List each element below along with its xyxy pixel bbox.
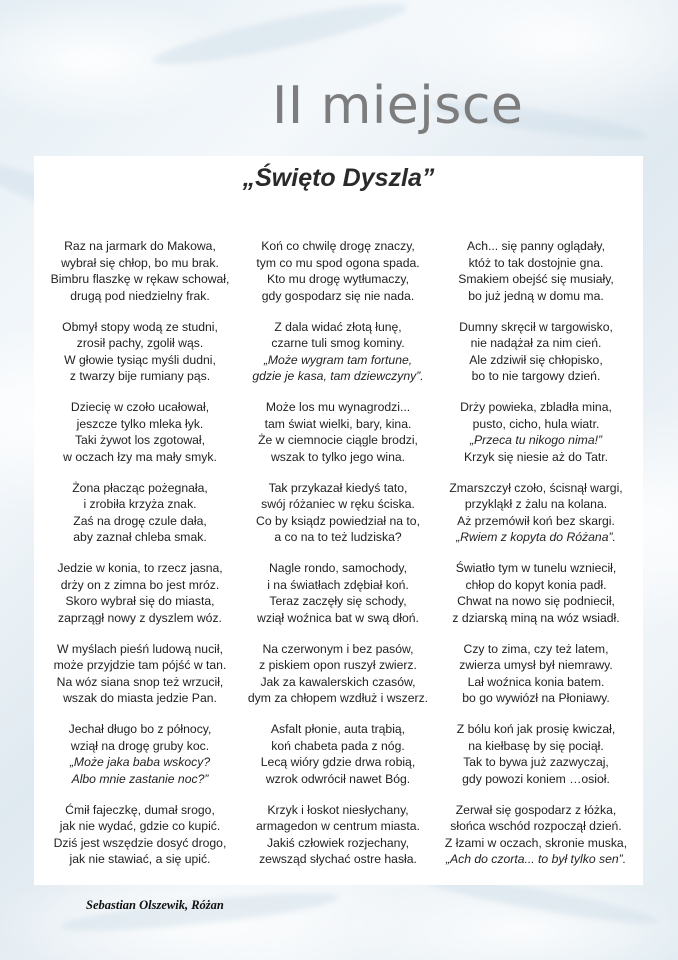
verse-line: drugą pod niedzielny frak. [70,288,210,303]
verse-line: koń chabeta pada z nóg. [271,738,405,753]
verse-line: drży on z zimna bo jest mróz. [60,577,220,592]
stanza [40,641,240,722]
verse-line: z twarzy bije rumiany pąs. [69,369,211,384]
stanza [40,238,240,319]
verse-line: Jedzie w konia, to rzecz jasna, [57,561,223,575]
verse-line: Tak przykazał kiedyś tato, [268,480,408,495]
verse-line: bo go wywiózł na Płoniawy. [462,691,610,706]
stanza [238,480,438,561]
verse-line: bo to nie targowy dzień. [471,369,601,384]
verse-line: bo już jedną w domu ma. [468,288,604,303]
verse-line: Że w ciemnocie ciągle brodzi, [258,433,418,448]
verse-line: jeszcze tylko mleka łyk. [76,416,204,431]
background-ribbon [150,0,410,75]
stanza [40,560,240,641]
verse-line: na kiełbasę by się pociął. [468,738,604,753]
verse-line: Asfalt płonie, auta trąbią, [270,722,406,736]
verse-line: nie nadążał za nim cień. [470,336,602,351]
verse-line: któż to tak dostojnie gna. [468,255,604,270]
verse-line: Lecą wióry gdzie drwa robią, [260,755,416,770]
verse-line: Kto mu drogę wytłumaczy, [266,272,409,287]
verse-line: z dziarską miną na wóz wsiadł. [452,610,620,625]
verse-line: jak nie stawiać, a się upić. [69,852,211,867]
verse-line: zwierza umysł był niemrawy. [459,658,613,673]
verse-line: pusto, cicho, hula wiatr. [472,416,600,431]
verse-line: chłop do kopyt konia padł. [465,577,607,592]
stanza [436,802,636,883]
stanza [436,238,636,319]
verse-line: aby zaznał chleba smak. [73,530,207,545]
verse-line: swój różaniec w ręku ściska. [261,497,415,512]
verse-line: Na czerwonym i bez pasów, [262,641,414,656]
stanza [436,319,636,400]
verse-line: zewsząd słychać ostre hasła. [259,852,417,867]
verse-line: Dumny skręcił w targowisko, [459,319,613,334]
stanza [40,721,240,802]
verse-line: i na światłach zdębiał koń. [267,577,409,592]
stanza [436,399,636,480]
stanza [238,641,438,722]
verse-line: Zmarszczył czoło, ścisnął wargi, [449,480,623,495]
verse-line: „Przeca tu nikogo nima!” [469,433,603,448]
verse-line: W głowie tysiąc myśli dudni, [64,352,216,367]
verse-line: wzrok odwrócił nawet Bóg. [265,771,411,786]
verse-line: a co na to też ludziska? [274,530,402,545]
verse-line: Na wóz siana snop też wrzucił, [56,674,224,689]
verse-line: czarne tuli smog kominy. [271,336,405,351]
verse-line: wybrał się chłop, bo mu brak. [61,255,219,270]
verse-line: przykląkł z żalu na kolana. [464,497,608,512]
verse-line: i zrobiła krzyża znak. [83,497,197,512]
verse-line: dym za chłopem wzdłuż i wszerz. [247,691,429,706]
verse-line: gdy gospodarz się nie nada. [261,288,415,303]
verse-line: Krzyk się niesie aż do Tatr. [463,449,609,464]
verse-line: słońca wschód rozpoczął dzień. [450,819,622,834]
stanza [436,721,636,802]
verse-line: Tak to bywa już zazwyczaj, [463,755,609,770]
poem-column-3 [436,238,636,882]
stanza [238,721,438,802]
verse-line: Bimbru flaszkę w rękaw schował, [50,272,230,287]
verse-line: Ale zdziwił się chłopisko, [469,352,603,367]
verse-line: Z łzami w oczach, skronie muska, [444,835,628,850]
verse-line: gdy powozi koniem …osioł. [462,771,610,786]
verse-line: Czy to zima, czy też latem, [463,641,609,656]
verse-line: Ćmił fajeczkę, dumał srogo, [65,802,215,817]
poem-column-2 [238,238,438,882]
stanza [40,802,240,883]
verse-line: Dziś jest wszędzie dosyć drogo, [53,835,227,850]
place-heading: II miejsce [272,76,524,136]
verse-line: Lał woźnica konia batem. [467,674,605,689]
verse-line: Smakiem obejść się musiały, [458,272,614,287]
stanza [436,641,636,722]
verse-line: Zaś na drogę czule dała, [73,513,207,528]
poem-title: „Święto Dyszla” [242,164,435,192]
verse-line: Co by ksiądz powiedział na to, [256,513,420,528]
verse-line: jak nie wydać, gdzie co kupić. [59,819,221,834]
verse-line: Może los mu wynagrodzi... [265,400,411,414]
author-signature: Sebastian Olszewik, Różan [86,898,224,912]
verse-line: „Może wygram tam fortune, [263,352,413,367]
verse-line: Żona płacząc pożegnała, [72,480,208,495]
stanza [238,238,438,319]
stanza [238,560,438,641]
stanza [238,802,438,883]
stanza [436,480,636,561]
verse-line: Aż przemówił koń bez skargi. [457,513,615,528]
stanza [238,319,438,400]
verse-line: Z dala widać złotą łunę, [274,319,402,334]
poem-panel [34,156,643,885]
stanza [436,560,636,641]
verse-line: wziął na drogę gruby koc. [70,738,210,753]
verse-line: Dziecię w czoło ucałował, [70,400,210,414]
verse-line: Obmył stopy wodą ze studni, [62,319,218,334]
verse-line: wszak to tylko jego wina. [270,449,406,464]
verse-line: Światło tym w tunelu wzniecił, [455,561,617,575]
verse-line: Teraz zaczęły się schody, [269,594,407,609]
verse-line: Jak za kawalerskich czasów, [260,674,416,689]
verse-line: Chwat na nowo się podniecił, [457,594,615,609]
verse-line: „Ach do czorta... to był tylko sen”. [445,852,627,867]
verse-line: tam świat wielki, bary, kina. [264,416,412,431]
stanza [238,399,438,480]
verse-line: Krzyk i łoskot niesłychany, [267,802,409,817]
verse-line: Raz na jarmark do Makowa, [64,239,216,253]
poem-column-1 [40,238,240,882]
verse-line: Drży powieka, zbladła mina, [460,400,612,414]
verse-line: Albo mnie zastanie noc?” [71,771,209,786]
verse-line: z piskiem opon ruszył zwierz. [259,658,417,673]
verse-line: Zerwał się gospodarz z łóżka, [455,802,617,817]
verse-line: zaprzągł nowy z dyszlem wóz. [58,610,222,625]
stanza [40,480,240,561]
verse-line: Skoro wybrał się do miasta, [65,594,215,609]
verse-line: Nagle rondo, samochody, [269,561,407,575]
verse-line: może przyjdzie tam pójść w tan. [53,658,227,673]
verse-line: zrosił pachy, zgolił wąs. [76,336,204,351]
verse-line: Z bólu koń jak prosię kwiczał, [456,722,616,736]
verse-line: Ach... się panny oglądały, [467,239,605,253]
verse-line: „Może jaka baba wskocy? [69,755,211,770]
verse-line: Koń co chwilę drogę znaczy, [261,239,415,253]
verse-line: tym co mu spod ogona spada. [256,255,420,270]
verse-line: wziął woźnica bat w swą dłoń. [257,610,419,625]
verse-line: Taki żywot los zgotował, [74,433,206,448]
verse-line: W myślach pieśń ludową nucił, [57,641,223,656]
verse-line: „Rwiem z kopyta do Różana”. [456,530,616,545]
verse-line: armagedon w centrum miasta. [256,819,420,834]
stanza [40,319,240,400]
stanza [40,399,240,480]
verse-line: wszak do miasta jedzie Pan. [63,691,217,706]
verse-line: gdzie je kasa, tam dziewczyny”. [252,369,424,384]
verse-line: Jechał długo bo z północy, [68,722,212,736]
verse-line: Jakiś człowiek rozjechany, [266,835,409,850]
verse-line: w oczach łzy ma mały smyk. [63,449,217,464]
